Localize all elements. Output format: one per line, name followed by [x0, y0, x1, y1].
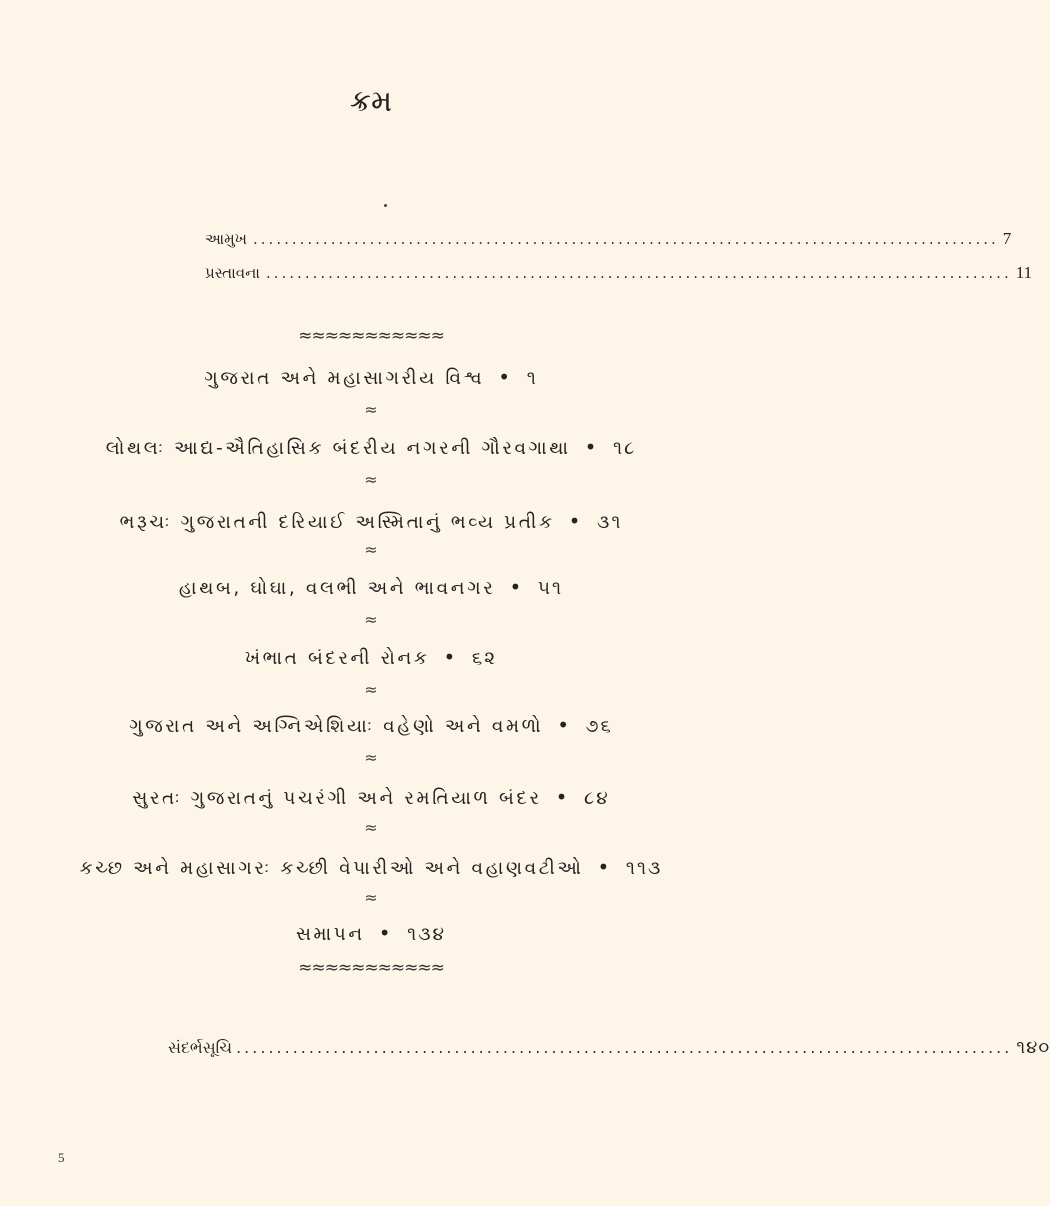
- chapter-page-number: ૧૩૪: [407, 924, 447, 945]
- bullet: •: [443, 645, 458, 669]
- entry-page-number: 11: [1015, 263, 1033, 282]
- chapter-title: લોથલઃ આદ્ય-ઐતિહાસિક બંદરીય નગરની ગૌરવગાથા: [105, 438, 571, 459]
- chapter-separator: ≈: [364, 888, 378, 907]
- bullet: •: [597, 855, 612, 879]
- chapter-title: હાથબ, ઘોઘા, વલભી અને ભાવનગર: [178, 578, 496, 599]
- chapter-title: સુરતઃ ગુજરાતનું પચરંગી અને રમતિયાળ બંદર: [132, 788, 542, 809]
- chapter-separator: ≈: [364, 610, 378, 629]
- bullet: •: [568, 509, 584, 533]
- chapter-title: કચ્છ અને મહાસાગરઃ કચ્છી વેપારીઓ અને વહાણવટીઓ: [79, 858, 584, 879]
- wave-divider-top: ≈≈≈≈≈≈≈≈≈≈≈: [298, 326, 444, 346]
- dot-leader: ................................................................................................: [265, 264, 1012, 282]
- entry-label: સંદર્ભસૂચિ: [168, 1038, 233, 1057]
- chapter-separator: ≈: [364, 748, 378, 767]
- chapter-page-number: ૮૪: [584, 788, 610, 809]
- chapter-separator: ≈: [364, 470, 378, 489]
- ink-dot: [384, 204, 387, 207]
- chapter-entry: [0, 850, 742, 886]
- front-matter-entry-foreword: [205, 226, 1012, 252]
- bullet: •: [555, 785, 571, 809]
- chapter-entry: [0, 640, 742, 676]
- page-title: ક્રમ: [349, 84, 393, 119]
- entry-label: પ્રસ્તાવના: [205, 264, 260, 282]
- chapter-entry: [0, 430, 742, 466]
- chapter-separator: ≈: [364, 400, 378, 419]
- chapter-separator: ≈: [364, 540, 378, 559]
- chapter-entry: [0, 916, 742, 952]
- dot-leader: ................................................................................................: [236, 1038, 1013, 1057]
- chapter-title: ગુજરાત અને અગ્નિએશિયાઃ વહેણો અને વમળો: [129, 716, 544, 737]
- chapter-separator: ≈: [364, 818, 378, 837]
- chapter-title: સમાપન: [295, 924, 365, 945]
- chapter-page-number: ૭૬: [585, 716, 613, 737]
- chapter-page-number: ૫૧: [537, 578, 564, 599]
- entry-label: આમુખ: [205, 230, 248, 248]
- chapter-page-number: ૩૧: [597, 512, 623, 533]
- chapter-page-number: ૧: [526, 368, 538, 389]
- chapter-entry: [0, 708, 742, 744]
- front-matter-entry-preface: [205, 260, 1033, 286]
- chapter-page-number: ૬૨: [471, 648, 498, 669]
- entry-page-number: 7: [1002, 229, 1012, 248]
- chapter-title: ભરૂચઃ ગુજરાતની દરિયાઈ અસ્મિતાનું ભવ્ય પ્રતીક: [119, 512, 555, 533]
- bullet: •: [498, 365, 513, 389]
- chapter-title: ગુજરાત અને મહાસાગરીય વિશ્વ: [204, 368, 485, 389]
- back-matter-entry-bibliography: [168, 1034, 1050, 1062]
- dot-leader: ................................................................................................: [253, 230, 999, 248]
- chapter-entry: [0, 360, 742, 396]
- bullet: •: [557, 713, 572, 737]
- chapter-page-number: ૧૧૩: [625, 858, 663, 879]
- wave-divider-bottom: ≈≈≈≈≈≈≈≈≈≈≈: [298, 958, 444, 978]
- bullet: •: [378, 921, 394, 945]
- entry-page-number: ૧૪૦: [1016, 1037, 1050, 1058]
- chapter-entry: [0, 780, 742, 816]
- chapter-separator: ≈: [364, 680, 378, 699]
- chapter-title: ખંભાત બંદરની રોનક: [244, 648, 430, 669]
- folio-page-number: 5: [58, 1150, 65, 1165]
- chapter-page-number: ૧૮: [613, 438, 637, 459]
- bullet: •: [509, 575, 524, 599]
- chapter-entry: [0, 570, 742, 606]
- bullet: •: [584, 435, 600, 459]
- chapter-entry: [0, 504, 742, 540]
